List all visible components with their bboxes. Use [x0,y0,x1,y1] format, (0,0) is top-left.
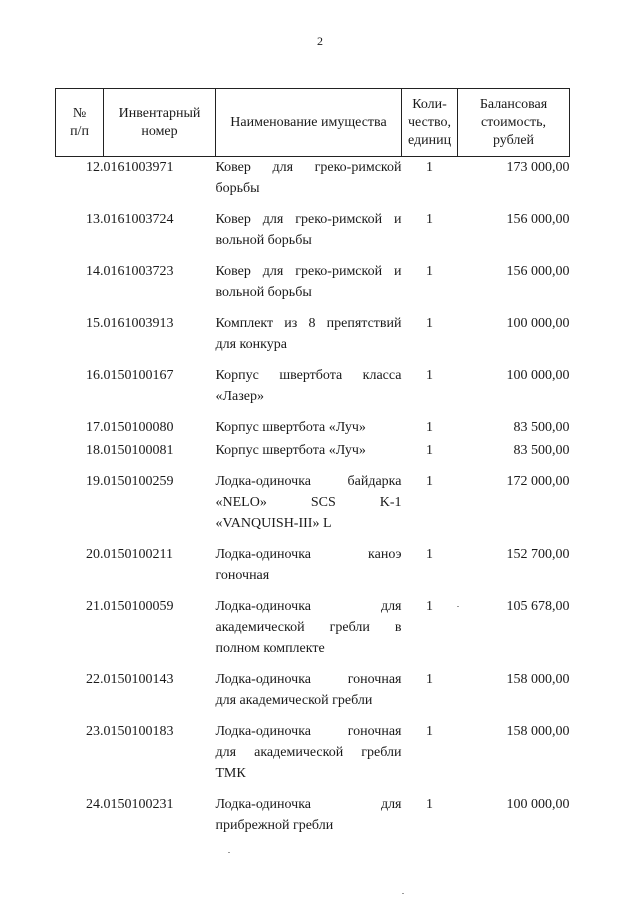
table-row [56,440,570,471]
balance-cost: 173 000,00 [506,160,570,175]
balance-cost: 100 000,00 [506,316,570,331]
table-row [56,544,570,596]
row-number: 21. [86,599,104,614]
table-body [56,157,570,837]
header-name [216,89,402,157]
property-name [216,596,402,669]
balance-cost: 156 000,00 [506,212,570,227]
property-name-line: «Лазер» [215,389,264,404]
property-name [216,157,402,210]
property-name-line: полном комплекте [215,641,325,656]
property-name [216,544,402,596]
property-name-line: для конкура [215,337,287,352]
quantity: 1 [426,724,433,739]
table-row [56,313,570,365]
table-row [56,209,570,261]
table-row [56,721,570,794]
inventory-number: 0161003913 [103,316,174,331]
quantity: 1 [426,547,433,562]
property-name [216,209,402,261]
quantity: 1 [426,316,433,331]
inventory-number: 0150100059 [103,599,174,614]
table-row [56,596,570,669]
table-row [56,157,570,210]
row-number: 17. [86,420,104,435]
balance-cost: 83 500,00 [513,420,570,435]
property-name [216,417,402,440]
inventory-number: 0161003724 [103,212,174,227]
table-header-row [56,89,570,157]
property-name-line: Корпус швертбота класса [215,368,402,383]
inventory-number: 0150100259 [103,474,174,489]
table-row [56,417,570,440]
inventory-number: 0150100167 [103,368,174,383]
property-name [216,313,402,365]
table-row [56,794,570,836]
header-inventory-line: номер [141,123,178,139]
header-cost [458,89,570,157]
balance-cost: 100 000,00 [506,797,570,812]
property-name-line: Лодка-одиночка байдарка [215,474,402,489]
property-name [216,721,402,794]
quantity: 1 [426,212,433,227]
property-name-line: для академической гребли [215,745,402,760]
header-inventory-line: Инвентарный [118,105,201,121]
property-name-line: гоночная [215,568,270,583]
inventory-number: 0150100143 [103,672,174,687]
property-name [216,365,402,417]
header-qty-line: единиц [407,132,452,148]
row-number: 24. [86,797,104,812]
inventory-number: 0150100183 [103,724,174,739]
row-number: 15. [86,316,104,331]
row-number: 13. [86,212,104,227]
property-name-line: Ковер для греко-римской и [215,264,402,279]
property-name-line: Корпус швертбота «Луч» [215,420,366,435]
quantity: 1 [426,474,433,489]
inventory-number: 0161003971 [103,160,174,175]
property-name-line: борьбы [215,181,260,196]
property-name-line: Корпус швертбота «Луч» [215,443,366,458]
header-qty [402,89,458,157]
property-name-line: Ковер для греко-римской и [215,212,402,227]
row-number: 14. [86,264,104,279]
balance-cost: 83 500,00 [513,443,570,458]
header-qty-line: чество, [408,114,451,130]
property-name-line: Комплект из 8 препятствий [215,316,402,331]
inventory-number: 0150100080 [103,420,174,435]
row-number: 23. [86,724,104,739]
inventory-number: 0161003723 [103,264,174,279]
header-inventory [104,89,216,157]
header-num-line: № [72,105,87,121]
row-number: 20. [86,547,104,562]
property-name [216,261,402,313]
inventory-number: 0150100231 [103,797,174,812]
property-name-line: Лодка-одиночка для [215,599,402,614]
row-number: 16. [86,368,104,383]
property-name-line: вольной борьбы [215,285,312,300]
table-row [56,261,570,313]
table-row [56,669,570,721]
header-num [56,89,104,157]
header-name-line: Наименование имущества [230,114,387,130]
header-qty-line: Коли- [412,96,447,112]
balance-cost: 156 000,00 [506,264,570,279]
row-number: 18. [86,443,104,458]
property-name-line: «NELO» SCS K-1 [215,495,402,510]
property-name-line: Лодка-одиночка гоночная [215,724,402,739]
property-name [216,669,402,721]
balance-cost: 158 000,00 [506,724,570,739]
header-cost-line: Балансовая [479,96,548,112]
property-name-line: вольной борьбы [215,233,312,248]
property-name-line: Ковер для греко-римской [215,160,402,175]
balance-cost: 158 000,00 [506,672,570,687]
balance-cost: 152 700,00 [506,547,570,562]
property-name-line: «VANQUISH-III» L [215,516,332,531]
quantity: 1 [426,368,433,383]
inventory-number: 0150100081 [103,443,174,458]
quantity: 1 [426,672,433,687]
property-name-line: Лодка-одиночка для [215,797,402,812]
property-name-line: Лодка-одиночка каноэ [215,547,402,562]
page-number: 2 [317,34,323,48]
header-cost-line: рублей [492,132,535,148]
property-table [55,88,570,836]
inventory-number: 0150100211 [103,547,173,562]
scan-speck [228,852,230,853]
quantity: 1 [426,599,433,614]
quantity: 1 [426,420,433,435]
property-name [216,471,402,544]
property-name-line: академической гребли в [215,620,402,635]
row-number: 19. [86,474,104,489]
balance-cost: 172 000,00 [506,474,570,489]
scan-speck [402,893,404,894]
property-name-line: ТМК [215,766,246,781]
table-row [56,365,570,417]
property-name-line: для академической гребли [215,693,373,708]
header-cost-line: стоимость, [480,114,547,130]
row-number: 22. [86,672,104,687]
quantity: 1 [426,264,433,279]
property-name [216,440,402,471]
property-name-line: Лодка-одиночка гоночная [215,672,402,687]
header-num-line: п/п [70,123,89,139]
balance-cost: 105 678,00 [506,599,570,614]
quantity: 1 [426,160,433,175]
row-number: 12. [86,160,104,175]
quantity: 1 [426,443,433,458]
property-name-line: прибрежной гребли [215,818,334,833]
property-name [216,794,402,836]
table-row [56,471,570,544]
scan-speck [457,606,459,607]
balance-cost: 100 000,00 [506,368,570,383]
quantity: 1 [426,797,433,812]
